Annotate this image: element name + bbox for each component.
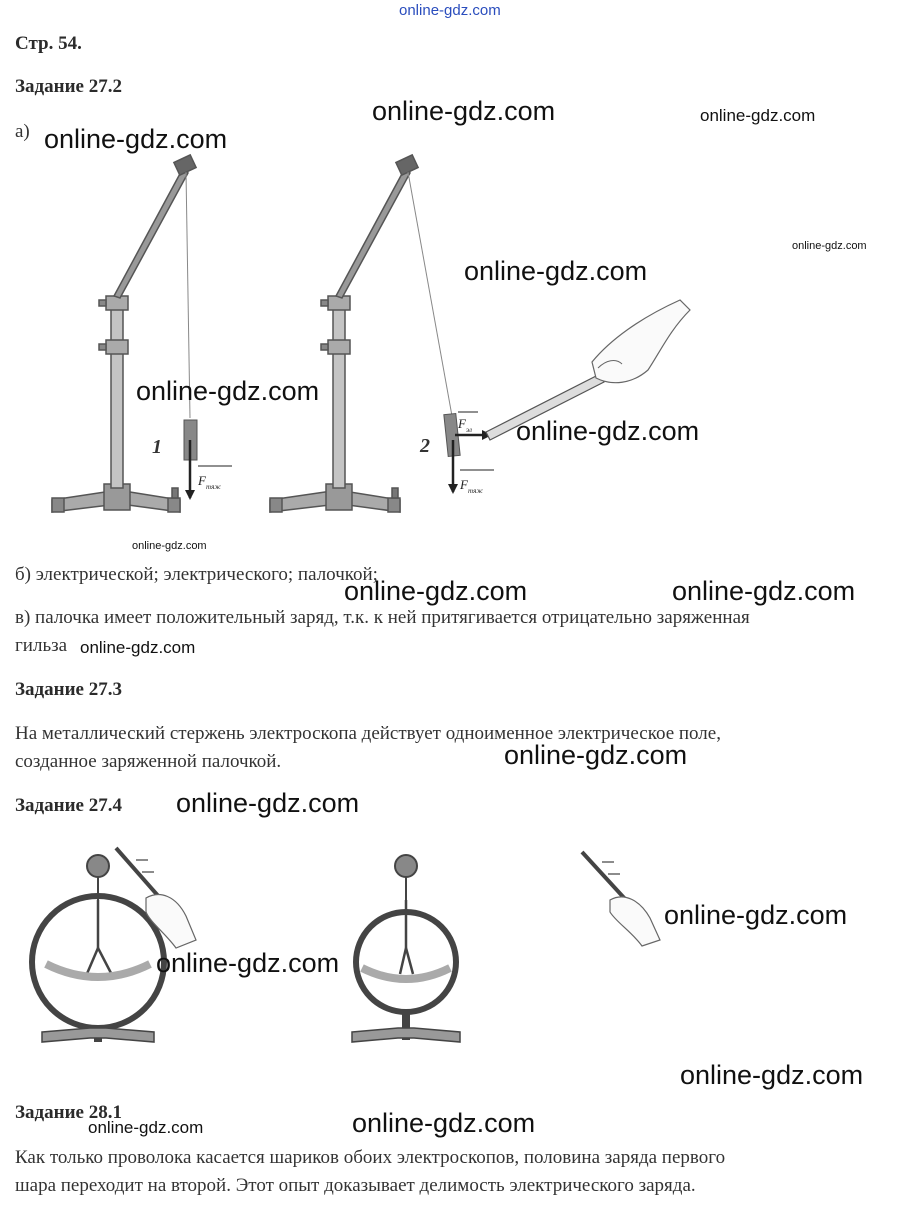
electric-force-sub: эл bbox=[466, 426, 472, 434]
task-27-2-part-a-label: а) bbox=[15, 121, 30, 142]
figure-label-2: 2 bbox=[420, 435, 430, 457]
top-watermark: online-gdz.com bbox=[399, 2, 501, 19]
electric-force-label: F bbox=[458, 416, 466, 431]
gravity-force-sub-1: тяж bbox=[206, 483, 221, 491]
watermark: online-gdz.com bbox=[88, 1118, 204, 1137]
task-27-3-heading: Задание 27.3 bbox=[15, 679, 122, 700]
watermark: online-gdz.com bbox=[700, 106, 816, 125]
electroscope-2 bbox=[352, 855, 460, 1042]
task-27-4-heading: Задание 27.4 bbox=[15, 795, 122, 816]
watermark: online-gdz.com bbox=[792, 240, 867, 252]
watermark: online-gdz.com bbox=[44, 124, 228, 154]
watermark: online-gdz.com bbox=[132, 540, 207, 552]
task-27-2-heading: Задание 27.2 bbox=[15, 76, 122, 97]
task-28-1-heading: Задание 28.1 bbox=[15, 1102, 122, 1123]
watermark: online-gdz.com bbox=[672, 576, 856, 606]
watermark: online-gdz.com bbox=[504, 740, 688, 770]
task-27-3-line2: созданное заряженной палочкой. bbox=[15, 751, 282, 772]
gravity-force-label-1: F bbox=[198, 473, 206, 488]
task-28-1-line2: шара переходит на второй. Этот опыт доказывает делимость электрического заряда. bbox=[15, 1175, 696, 1196]
gravity-force-sub-2: тяж bbox=[468, 487, 483, 495]
watermark: online-gdz.com bbox=[344, 576, 528, 606]
task-27-3-line1: На металлический стержень электроскопа действует одноименное электрическое поле, bbox=[15, 723, 721, 744]
watermark: online-gdz.com bbox=[464, 256, 648, 286]
hand-drawing-3 bbox=[610, 897, 660, 946]
watermark: online-gdz.com bbox=[516, 416, 700, 446]
watermark: online-gdz.com bbox=[664, 900, 848, 930]
figure-label-1: 1 bbox=[152, 436, 162, 458]
task-27-2-part-v-line2: гильза bbox=[15, 635, 68, 656]
watermark: online-gdz.com bbox=[136, 376, 320, 406]
page-number: Стр. 54. bbox=[15, 33, 82, 54]
watermark: online-gdz.com bbox=[176, 788, 360, 818]
task-27-2-part-b: б) электрической; электрического; палочкой; bbox=[15, 564, 378, 585]
watermark: online-gdz.com bbox=[372, 96, 556, 126]
watermark: online-gdz.com bbox=[352, 1108, 536, 1138]
task-28-1-line1: Как только проволока касается шариков обоих электроскопов, половина заряда первого bbox=[15, 1147, 726, 1168]
rod-1 bbox=[116, 848, 160, 898]
watermark: online-gdz.com bbox=[80, 638, 196, 657]
rod-2 bbox=[582, 852, 626, 900]
watermark: online-gdz.com bbox=[680, 1060, 864, 1090]
hand-drawing-2 bbox=[146, 895, 196, 948]
gravity-force-label-2: F bbox=[460, 477, 468, 492]
task-27-2-part-v-line1: в) палочка имеет положительный заряд, т.к. к ней притягивается отрицательно заряженная bbox=[15, 607, 750, 628]
watermark: online-gdz.com bbox=[156, 948, 340, 978]
